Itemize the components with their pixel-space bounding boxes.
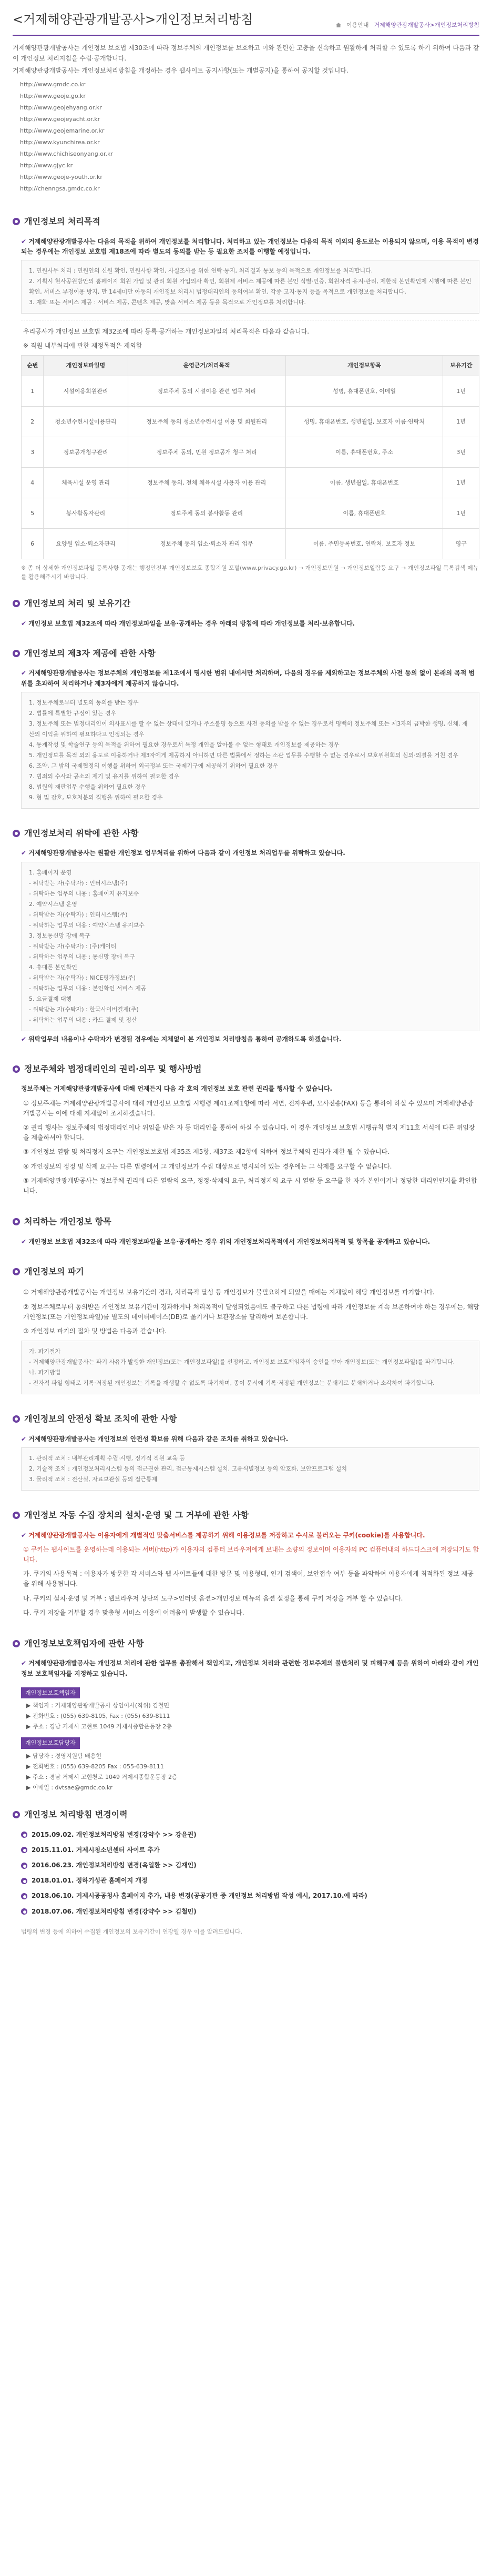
list-item: 4. 휴대폰 본인확인 [29, 963, 77, 971]
page-title: <거제해양관광개발공사>개인정보처리방침 [13, 12, 253, 27]
table-cell: 이름, 주민등록번호, 연락처, 보호자 정보 [285, 528, 443, 559]
column-header: 보유기간 [443, 356, 479, 376]
bullet-icon [21, 1878, 27, 1884]
table-cell: 정보주체 동의 시설이용 관련 업무 처리 [128, 376, 285, 406]
manager-contact [26, 1751, 479, 1793]
table-row [22, 406, 479, 437]
home-icon[interactable] [336, 23, 341, 27]
column-header: 개인정보항목 [285, 356, 443, 376]
section-third-party: 개인정보의 제3자 제공에 관한 사항 ✔ 거제해양관광개발공사는 정보주체의 개인정보를 제1조에서 명시한 범위 내에서만 처리하며, 다음의 경우를 제외하고는 정보주체의 사전 동의 없이 본래의 목적 범위를 초과하여 처리하거나 제3자에게 제공하지 않습니다. 1. 정보주체로부터 별도의 동의를 받는 경우 2. 법률에 특별한 규정이 있는 경우 3. 정보주체 또는 법정대리인이 의사표시를 할 수 없는 상태에 있거나 주소불명 등으로 사전 동의를 받을 수 없는 경우로서 명백히 정보주체 또는 제3자의 급박한 생명, 신체, 재산의 이익을 위하여 필요하다고 인정되는 경우 4. 통계작성 및 학술연구 등의 목적을 위하여 필요한 경우로서 특정 개인을 알아볼 수 없는 형태로 개인정보를 제공하는 경우 5. 개인정보를 목적 외의 용도로 이용하거나 제3자에게 제공하지 아니하면 다른 법률에서 정하는 소관 업무를 수행할 수 없는 경우로서 보호위원회의 심의·의결을 거친 경우 6. 조약, 그 밖의 국제협정의 이행을 위하여 외국정부 또는 국제기구에 제공하기 위하여 필요한 경우 7. 범죄의 수사와 공소의 제기 및 유지를 위하여 필요한 경우 8. 법원의 재판업무 수행을 위하여 필요한 경우 9. 형 및 감호, 보호처분의 집행을 위하여 필요한 경우 [13, 643, 479, 814]
table-cell: 영구 [443, 528, 479, 559]
site-list [20, 79, 479, 195]
list-item: 2. 법률에 특별한 규정이 있는 경우 [29, 709, 117, 717]
list-item: 5. 개인정보를 목적 외의 용도로 이용하거나 제3자에게 제공하지 아니하면 다른 법률에서 정하는 소관 업무를 수행할 수 없는 경우로서 보호위원회의 심의·의결을 거친 경우 [29, 751, 458, 759]
table-cell: 이름, 생년월일, 휴대폰번호 [285, 467, 443, 498]
section-history: 개인정보 처리방침 변경이력 2015.09.02. 개인정보처리방침 변경(강약수 >> 강윤권) 2015.11.01. 거제시청소년센터 사이트 추가 2016.06.23. 개인정보처리방침 변경(옥일환 >> 김재인) 2018.01.01. 정하기성관 홈페이지 개정 2018.06.10. 거제시공공청사 홈페이지 추가, 내용 변경(공공기관 중 개인정보 처리방법 작성 예시, 2017.10.에 따라) 2018.07.06. 개인정보처리방침 변경(강약수 >> 김철민) 법령의 변경 등에 의하여 수집된 개인정보의 보유기간이 연장될 경우 이를 알려드립니다. [13, 1805, 479, 1936]
destruction-box [21, 1341, 479, 1394]
table-cell: 이름, 휴대폰번호 [285, 498, 443, 528]
site-link[interactable]: http://www.kyunchirea.or.kr [20, 138, 100, 146]
site-link[interactable]: http://www.geojeyacht.or.kr [20, 115, 100, 123]
intro [13, 36, 479, 202]
bullet-icon [13, 830, 20, 837]
table-cell: 정보주체 동의, 전체 체육시설 사용자 이용 관리 [128, 467, 285, 498]
third-party-list [21, 692, 479, 809]
table-cell: 정보공개청구관리 [44, 437, 128, 467]
column-header: 개인정보파일명 [44, 356, 128, 376]
list-item: 5. 요금결제 대행 [29, 995, 72, 1002]
bullet-icon [13, 1268, 20, 1275]
paragraph: ① 거제해양관광개발공사는 개인정보 보유기간의 경과, 처리목적 달성 등 개인정보가 불필요하게 되었을 때에는 지체없이 해당 개인정보를 파기합니다. [23, 1289, 435, 1296]
list-item: 1. 홈페이지 운영 [29, 869, 72, 876]
site-link[interactable]: http://chenngsa.gmdc.co.kr [20, 185, 100, 192]
list-item: 1. 정보주체로부터 별도의 동의를 받는 경우 [29, 699, 139, 706]
version-item [21, 1830, 479, 1840]
site-link[interactable]: http://www.chichiseonyang.or.kr [20, 150, 113, 157]
paragraph: 나. 쿠키의 설치·운영 및 거부 : 웹브라우저 상단의 도구>인터넷 옵션>개인정보 메뉴의 옵션 설정을 통해 쿠키 저장을 거부 할 수 있습니다. [23, 1594, 403, 1602]
bullet-icon [13, 650, 20, 657]
list-item: 2. 예약시스템 운영 [29, 900, 77, 908]
contact-line: ▶ 이메일 : dvtsae@gmdc.co.kr [26, 1784, 112, 1792]
table-cell: 정보주체 동의 봉사활동 관리 [128, 498, 285, 528]
officer-tag: 개인정보보호책임자 [21, 1687, 80, 1699]
bullet-icon [21, 1908, 27, 1915]
paragraph: ③ 개인정보 파기의 절차 및 방법은 다음과 같습니다. [23, 1327, 167, 1335]
table-cell: 4 [22, 467, 44, 498]
section-outsourcing: 개인정보처리 위탁에 관한 사항 ✔ 거제해양관광개발공사는 원활한 개인정보 업무처리를 위하여 다음과 같이 개인정보 처리업무를 위탁하고 있습니다. 1. 홈페이지 운영 - 위탁받는 자(수탁자) : 인터시스템(주) - 위탁하는 업무의 내용 : 홈페이지 유지보수 2. 예약시스템 운영 - 위탁받는 자(수탁자) : 인터시스템(주) - 위탁하는 업무의 내용 : 예약시스템 유지보수 3. 정보통신망 장애 복구 - 위탁받는 자(수탁자) : (주)케이티 - 위탁하는 업무의 내용 : 통신망 장애 복구 4. 휴대폰 본인확인 - 위탁받는 자(수탁자) : NICE평가정보(주) - 위탁하는 업무의 내용 : 본인확인 서비스 제공 5. 요금결제 대행 - 위탁받는 자(수탁자) : 한국사이버결제(주) - 위탁하는 업무의 내용 : 카드 결제 및 정산 ✔ 위탁업무의 내용이나 수탁자가 변경될 경우에는 지체없이 본 개인정보 처리방침을 통하여 공개하도록 하겠습니다. [13, 823, 479, 1050]
version-text: 2018.01.01. 정하기성관 홈페이지 개정 [32, 1877, 148, 1885]
list-item: 3. 재화 또는 서비스 제공 : 서비스 제공, 콘텐츠 제공, 맞춤 서비스 제공 등을 목적으로 개인정보를 처리합니다. [29, 298, 306, 306]
breadcrumb-home[interactable]: 이용안내 [346, 21, 369, 28]
table-note: ※ 좀 더 상세한 개인정보파일 등록사항 공개는 행정안전부 개인정보보호 종합지원 포털(www.privacy.go.kr) → 개인정보민원 → 개인정보열람등 요구 → 개인정보파일 목록검색 메뉴를 활용해주시기 바랍니다. [21, 564, 479, 581]
file-table [21, 355, 479, 559]
table-cell: 1년 [443, 467, 479, 498]
table-cell: 1년 [443, 376, 479, 406]
table-cell: 청소년수련시설이용관리 [44, 406, 128, 437]
list-item: - 위탁받는 자(수탁자) : 인터시스템(주) [29, 911, 128, 918]
paragraph: ④ 개인정보의 정정 및 삭제 요구는 다른 법령에서 그 개인정보가 수집 대상으로 명시되어 있는 경우에는 그 삭제를 요구할 수 없습니다. [23, 1162, 392, 1170]
section-security: 개인정보의 안전성 확보 조치에 관한 사항 ✔ 거제해양관광개발공사는 개인정보의 안전성 확보를 위해 다음과 같은 조치를 취하고 있습니다. 1. 관리적 조치 : 내부관리계획 수립·시행, 정기적 직원 교육 등 2. 기술적 조치 : 개인정보처리시스템 등의 접근권한 관리, 접근통제시스템 설치, 고유식별정보 등의 암호화, 보안프로그램 설치 3. 물리적 조치 : 전산실, 자료보관실 등의 접근통제 [13, 1409, 479, 1496]
outsourcing-list [21, 862, 479, 1031]
purpose-list [21, 260, 479, 314]
version-text: 2018.07.06. 개인정보처리방침 변경(강약수 >> 김철민) [32, 1907, 197, 1915]
table-cell: 6 [22, 528, 44, 559]
file-lead: 우리공사가 개인정보 보호법 제32조에 따라 등록·공개하는 개인정보파일의 처리목적은 다음과 같습니다. [23, 327, 310, 335]
list-item: - 위탁하는 업무의 내용 : 본인확인 서비스 제공 [29, 984, 147, 992]
version-text: 2015.11.01. 거제시청소년센터 사이트 추가 [32, 1846, 160, 1854]
paragraph: ② 정보주체로부터 동의받은 개인정보 보유기간이 경과하거나 처리목적이 달성되었음에도 불구하고 다른 법령에 따라 개인정보를 계속 보존하여야 하는 경우에는, 해당 개인정보(또는 개인정보파일)를 별도의 데이터베이스(DB)로 옮기거나 보관장소를 달리하여 보존합니다. [23, 1303, 479, 1321]
section-officer: 개인정보보호책임자에 관한 사항 ✔ 거제해양관광개발공사는 개인정보 처리에 관한 업무를 총괄해서 책임지고, 개인정보 처리와 관련한 정보주체의 불만처리 및 피해구제 등을 위하여 아래와 같이 개인정보 보호책임자를 지정하고 있습니다. 개인정보보호책임자 ▶ 책임자 : 거제해양관광개발공사 상임이사(직위) 김철민 ▶ 전화번호 : (055) 639-8105, Fax : (055) 639-8111 ▶ 주소 : 경남 거제시 고현로 1049 거제시종합운동장 2층 개인정보보호담당자 ▶ 담당자 : 경영지원팀 배용현 ▶ 전화번호 : (055) 639-8205 Fax : 055-639-8111 ▶ 주소 : 경남 거제시 고현천로 1049 거제시종합운동장 2층 ▶ 이메일 : dvtsae@gmdc.co.kr [13, 1634, 479, 1795]
breadcrumb [336, 21, 479, 30]
contact-line: ▶ 주소 : 경남 거제시 고현로 1049 거제시종합운동장 2층 [26, 1723, 172, 1730]
footer-note: 법령의 변경 등에 의하여 수집된 개인정보의 보유기간이 연장될 경우 이를 알려드립니다. [21, 1928, 242, 1935]
list-item: 2. 기술적 조치 : 개인정보처리시스템 등의 접근권한 관리, 접근통제시스템 설치, 고유식별정보 등의 암호화, 보안프로그램 설치 [29, 1465, 347, 1472]
table-cell: 봉사활동자관리 [44, 498, 128, 528]
site-link[interactable]: http://www.geojemarine.or.kr [20, 127, 105, 134]
section-cookies: 개인정보 자동 수집 장치의 설치·운영 및 그 거부에 관한 사항 ✔ 거제해양관광개발공사는 이용자에게 개별적인 맞춤서비스를 제공하기 위해 이용정보를 저장하고 수시로 불러오는 쿠키(cookie)를 사용합니다. ① 쿠키는 웹사이트를 운영하는데 이용되는 서버(http)가 이용자의 컴퓨터 브라우저에게 보내는 소량의 정보이며 이용자의 PC 컴퓨터내의 하드디스크에 저장되기도 합니다. 가. 쿠키의 사용목적 : 이용자가 방문한 각 서비스와 웹 사이트들에 대한 방문 및 이용형태, 인기 검색어, 보안접속 여부 등을 파악하여 이용자에게 최적화된 정보 제공을 위해 사용됩니다. 나. 쿠키의 설치·운영 및 거부 : 웹브라우저 상단의 도구>인터넷 옵션>개인정보 메뉴의 옵션 설정을 통해 쿠키 저장을 거부 할 수 있습니다. 다. 쿠키 저장을 거부할 경우 맞춤형 서비스 이용에 어려움이 발생할 수 있습니다. [13, 1505, 479, 1624]
version-item [21, 1907, 479, 1917]
manager-tag: 개인정보보호담당자 [21, 1737, 80, 1749]
list-item: - 거제해양관광개발공사는 파기 사유가 발생한 개인정보(또는 개인정보파일)를 선정하고, 개인정보 보호책임자의 승인을 받아 개인정보(또는 개인정보파일)를 파기합니다. [29, 1359, 455, 1366]
check-icon: ✔ [21, 849, 27, 857]
check-icon: ✔ [21, 1435, 27, 1443]
list-item: - 위탁하는 업무의 내용 : 통신망 장애 복구 [29, 953, 136, 960]
table-cell: 1년 [443, 406, 479, 437]
list-item: - 위탁받는 자(수탁자) : 인터시스템(주) [29, 879, 128, 887]
site-link[interactable]: http://www.geoje-youth.or.kr [20, 173, 102, 180]
list-item: 2. 기획시 현사공원방안의 홈페이지 회원 가입 및 관리 회원 가입의사 확인, 회원제 서비스 제공에 따른 본인 식별·인증, 회원자격 유지·관리, 제한적 본인확인제 시행에 따른 본인확인, 서비스 부정이용 방지, 만 14세미만 아동의 개인정보 처리시 법정대리인의 동의여부 확인, 각종 고지·통지 등을 목적으로 개인정보를 처리합니다. [29, 277, 472, 295]
check-icon: ✔ [21, 1531, 27, 1539]
bullet-icon [13, 1811, 20, 1818]
contact-line: ▶ 전화번호 : (055) 639-8205 Fax : 055-639-8111 [26, 1763, 164, 1770]
table-cell: 성명, 휴대폰번호, 생년월일, 보호자 이름·연락처 [285, 406, 443, 437]
bullet-icon [21, 1832, 27, 1838]
check-icon: ✔ [21, 619, 27, 627]
table-header [22, 356, 479, 376]
table-cell: 체육시설 운영 관리 [44, 467, 128, 498]
paragraph: 정보주체는 거제해양관광개발공사에 대해 언제든지 다음 각 호의 개인정보 보호 관련 권리를 행사할 수 있습니다. [21, 1085, 333, 1093]
site-link[interactable]: http://www.gjyc.kr [20, 162, 73, 169]
section-retention: 개인정보의 처리 및 보유기간 ✔ 개인정보 보호법 제32조에 따라 개인정보파일을 보유·공개하는 경우 아래의 방침에 따라 개인정보를 처리·보유합니다. [13, 593, 479, 634]
list-item: 4. 통계작성 및 학술연구 등의 목적을 위하여 필요한 경우로서 특정 개인을 알아볼 수 없는 형태로 개인정보를 제공하는 경우 [29, 741, 340, 748]
table-cell: 요양원 입소·퇴소자관리 [44, 528, 128, 559]
bullet-icon [13, 1218, 20, 1225]
list-item: - 위탁받는 자(수탁자) : NICE평가정보(주) [29, 974, 136, 981]
breadcrumb-current: 거제해양관광개발공사>개인정보처리방침 [374, 21, 479, 28]
bullet-icon [13, 1512, 20, 1519]
version-item [21, 1860, 479, 1870]
title-row [13, 0, 479, 36]
section-destruction: 개인정보의 파기 ① 거제해양관광개발공사는 개인정보 보유기간의 경과, 처리목적 달성 등 개인정보가 불필요하게 되었을 때에는 지체없이 해당 개인정보를 파기합니다. ② 정보주체로부터 동의받은 개인정보 보유기간이 경과하거나 처리목적이 달성되었음에도 불구하고 다른 법령에 따라 개인정보를 계속 보존하여야 하는 경우에는, 해당 개인정보(또는 개인정보파일)를 별도의 데이터베이스(DB)로 옮기거나 보관장소를 달리하여 보존합니다. ③ 개인정보 파기의 절차 및 방법은 다음과 같습니다. 가. 파기절차 - 거제해양관광개발공사는 파기 사유가 발생한 개인정보(또는 개인정보파일)를 선정하고, 개인정보 보호책임자의 승인을 받아 개인정보(또는 개인정보파일)를 파기합니다. 나. 파기방법 - 전자적 파일 형태로 기록·저장된 개인정보는 기록을 재생할 수 없도록 파기하며, 종이 문서에 기록·저장된 개인정보는 분쇄기로 분쇄하거나 소각하여 파기합니다. [13, 1262, 479, 1400]
list-item: 9. 형 및 감호, 보호처분의 집행을 위하여 필요한 경우 [29, 793, 163, 801]
table-cell: 3 [22, 437, 44, 467]
contact-line: ▶ 담당자 : 경영지원팀 배용현 [26, 1753, 102, 1760]
paragraph: 다. 쿠키 저장을 거부할 경우 맞춤형 서비스 이용에 어려움이 발생할 수 있습니다. [23, 1608, 244, 1616]
contact-line: ▶ 주소 : 경남 거제시 고현천로 1049 거제시종합운동장 2층 [26, 1774, 178, 1781]
bullet-icon [13, 600, 20, 607]
bullet-icon [21, 1863, 27, 1869]
list-item: - 위탁받는 자(수탁자) : 한국사이버결제(주) [29, 1005, 139, 1013]
table-cell: 이름, 휴대폰번호, 주소 [285, 437, 443, 467]
list-item: 3. 정보통신망 장애 복구 [29, 932, 90, 939]
table-cell: 2 [22, 406, 44, 437]
bullet-icon [13, 218, 20, 225]
table-row [22, 498, 479, 528]
version-item [21, 1876, 479, 1886]
bullet-icon [13, 1640, 20, 1647]
table-cell: 5 [22, 498, 44, 528]
list-item: 나. 파기방법 [29, 1369, 61, 1376]
version-text: 2015.09.02. 개인정보처리방침 변경(강약수 >> 강윤권) [32, 1830, 197, 1838]
list-item: 3. 물리적 조치 : 전산실, 자료보관실 등의 접근통제 [29, 1475, 158, 1483]
paragraph: 가. 쿠키의 사용목적 : 이용자가 방문한 각 서비스와 웹 사이트들에 대한 방문 및 이용형태, 인기 검색어, 보안접속 여부 등을 파악하여 이용자에게 최적화된 정보 제공을 위해 사용됩니다. [23, 1570, 474, 1588]
list-item: 가. 파기절차 [29, 1348, 61, 1355]
list-item: 8. 법원의 재판업무 수행을 위하여 필요한 경우 [29, 783, 146, 790]
bullet-icon [21, 1847, 27, 1853]
intro-p1: 거제해양관광개발공사는 개인정보 보호법 제30조에 따라 정보주체의 개인정보를 보호하고 이와 관련한 고충을 신속하고 원활하게 처리할 수 있도록 하기 위하여 다음과 같이 개인정보 처리지침을 수립·공개합니다. [13, 44, 479, 62]
bullet-icon [13, 1065, 20, 1073]
list-item: 7. 범죄의 수사와 공소의 제기 및 유지를 위하여 필요한 경우 [29, 772, 180, 780]
paragraph: ① 쿠키는 웹사이트를 운영하는데 이용되는 서버(http)가 이용자의 컴퓨터 브라우저에게 보내는 소량의 정보이며 이용자의 PC 컴퓨터내의 하드디스크에 저장되기도 합니다. [23, 1545, 479, 1563]
list-item: 1. 관리적 조치 : 내부관리계획 수립·시행, 정기적 직원 교육 등 [29, 1454, 186, 1462]
check-icon: ✔ [21, 1237, 27, 1245]
table-cell: 1 [22, 376, 44, 406]
column-header: 순번 [22, 356, 44, 376]
list-item: - 위탁하는 업무의 내용 : 예약시스템 유지보수 [29, 921, 145, 929]
paragraph: ⑤ 거제해양관광개발공사는 정보주체 권리에 따른 열람의 요구, 정정·삭제의 요구, 처리정지의 요구 시 열람 등 요구를 한 자가 본인이거나 정당한 대리인인지를 확인합니다. [23, 1176, 477, 1194]
table-row [22, 528, 479, 559]
section-lead: ✔ 거제해양관광개발공사는 다음의 목적을 위하여 개인정보를 처리합니다. 처리하고 있는 개인정보는 다음의 목적 이외의 용도로는 이용되지 않으며, 이용 목적이 변경되는 경우에는 개인정보 보호법 제18조에 따라 별도의 동의를 받는 등 필요한 조치를 이행할 예정입니다. [21, 237, 479, 255]
paragraph: ③ 개인정보 열람 및 처리정지 요구는 개인정보보호법 제35조 제5항, 제37조 제2항에 의하여 정보주체의 권리가 제한 될 수 있습니다. [23, 1148, 390, 1156]
security-list [21, 1447, 479, 1491]
version-text: 2016.06.23. 개인정보처리방침 변경(옥일환 >> 김재인) [32, 1861, 197, 1869]
list-item: - 위탁하는 업무의 내용 : 홈페이지 유지보수 [29, 890, 139, 897]
table-cell: 성명, 휴대폰번호, 이메일 [285, 376, 443, 406]
list-item: 6. 조약, 그 밖의 국제협정의 이행을 위하여 외국정부 또는 국제기구에 제공하기 위하여 필요한 경우 [29, 762, 278, 769]
table-cell: 3년 [443, 437, 479, 467]
list-item: - 위탁받는 자(수탁자) : (주)케이티 [29, 942, 117, 950]
bullet-icon [21, 1893, 27, 1899]
file-sub: ※ 직원 내부처리에 관한 제정목적은 제외함 [23, 342, 142, 350]
section-rights: 정보주체와 법정대리인의 권리·의무 및 행사방법 정보주체는 거제해양관광개발공사에 대해 언제든지 다음 각 호의 개인정보 보호 관련 권리를 행사할 수 있습니다. ① 정보주체는 거제해양관광개발공사에 대해 개인정보 보호법 시행령 제41조제1항에 따라 서면, 전자우편, 모사전송(FAX) 등을 통하여 하실 수 있으며 거제해양관광개발공사는 이에 대해 지체없이 조치하겠습니다. ② 권리 행사는 정보주체의 법정대리인이나 위임을 받은 자 등 대리인을 통하여 하실 수 있습니다. 이 경우 개인정보 보호법 시행규칙 별지 제11호 서식에 따른 위임장을 제출하셔야 합니다. ③ 개인정보 열람 및 처리정지 요구는 개인정보보호법 제35조 제5항, 제37조 제2항에 의하여 정보주체의 권리가 제한 될 수 있습니다. ④ 개인정보의 정정 및 삭제 요구는 다른 법령에서 그 개인정보가 수집 대상으로 명시되어 있는 경우에는 그 삭제를 요구할 수 없습니다. ⑤ 거제해양관광개발공사는 정보주체 권리에 따른 열람의 요구, 정정·삭제의 요구, 처리정지의 요구 시 열람 등 요구를 한 자가 본인이거나 정당한 대리인인지를 확인합니다. [13, 1059, 479, 1202]
list-item: 1. 민원사무 처리 : 민원인의 신원 확인, 민원사항 확인, 사실조사를 위한 연락·통지, 처리결과 통보 등의 목적으로 개인정보를 처리합니다. [29, 267, 373, 274]
contact-line: ▶ 전화번호 : (055) 639-8105, Fax : (055) 639-8111 [26, 1713, 170, 1720]
table-cell: 정보주체 동의 입소·퇴소자 관리 업무 [128, 528, 285, 559]
table-row [22, 467, 479, 498]
version-item [21, 1891, 479, 1901]
officer-contact [26, 1700, 479, 1732]
check-icon: ✔ [21, 237, 27, 245]
table-row [22, 376, 479, 406]
section-heading: 개인정보의 처리목적 [13, 212, 479, 232]
intro-p2: 거제해양관광개발공사는 개인정보처리방침을 개정하는 경우 웹사이트 공지사항(또는 개별공지)을 통하여 공지할 것입니다. [13, 66, 348, 74]
bullet-icon [13, 1415, 20, 1423]
site-link[interactable]: http://www.gmdc.co.kr [20, 80, 86, 88]
paragraph: ② 권리 행사는 정보주체의 법정대리인이나 위임을 받은 자 등 대리인을 통하여 하실 수 있습니다. 이 경우 개인정보 보호법 시행규칙 별지 제11호 서식에 따른 위임장을 제출하셔야 합니다. [23, 1123, 475, 1142]
table-cell: 1년 [443, 498, 479, 528]
list-item: - 위탁하는 업무의 내용 : 카드 결제 및 정산 [29, 1016, 137, 1023]
check-icon: ✔ [21, 1035, 27, 1043]
site-link[interactable]: http://www.geoje.go.kr [20, 92, 86, 99]
section-items: 처리하는 개인정보 항목 ✔ 개인정보 보호법 제32조에 따라 개인정보파일을 보유·공개하는 경우 위의 개인정보처리목적에서 개인정보처리목적 및 항목을 공개하고 있습니다. [13, 1212, 479, 1252]
column-header: 운영근거/처리목적 [128, 356, 285, 376]
paragraph: ① 정보주체는 거제해양관광개발공사에 대해 개인정보 보호법 시행령 제41조제1항에 따라 서면, 전자우편, 모사전송(FAX) 등을 통하여 하실 수 있으며 거제해양관광개발공사는 이에 대해 지체없이 조치하겠습니다. [23, 1099, 474, 1117]
list-item: - 전자적 파일 형태로 기록·저장된 개인정보는 기록을 재생할 수 없도록 파기하며, 종이 문서에 기록·저장된 개인정보는 분쇄기로 분쇄하거나 소각하여 파기합니다. [29, 1380, 435, 1387]
table-cell: 시설이용회원관리 [44, 376, 128, 406]
table-row [22, 437, 479, 467]
table-cell: 정보주체 동의, 민원 정보공개 청구 처리 [128, 437, 285, 467]
table-cell: 정보주체 동의 청소년수련시설 이용 및 회원관리 [128, 406, 285, 437]
site-link[interactable]: http://www.geojehyang.or.kr [20, 104, 102, 111]
version-text: 2018.06.10. 거제시공공청사 홈페이지 추가, 내용 변경(공공기관 중 개인정보 처리방법 작성 예시, 2017.10.에 따라) [32, 1892, 367, 1900]
check-icon: ✔ [21, 1659, 27, 1667]
contact-line: ▶ 책임자 : 거제해양관광개발공사 상임이사(직위) 김철민 [26, 1702, 170, 1709]
list-item: 3. 정보주체 또는 법정대리인이 의사표시를 할 수 없는 상태에 있거나 주소불명 등으로 사전 동의를 받을 수 없는 경우로서 명백히 정보주체 또는 제3자의 급박한 생명, 신체, 재산의 이익을 위하여 필요하다고 인정되는 경우 [29, 720, 468, 738]
version-item [21, 1845, 479, 1855]
section-purpose [13, 212, 479, 584]
check-icon: ✔ [21, 669, 27, 677]
